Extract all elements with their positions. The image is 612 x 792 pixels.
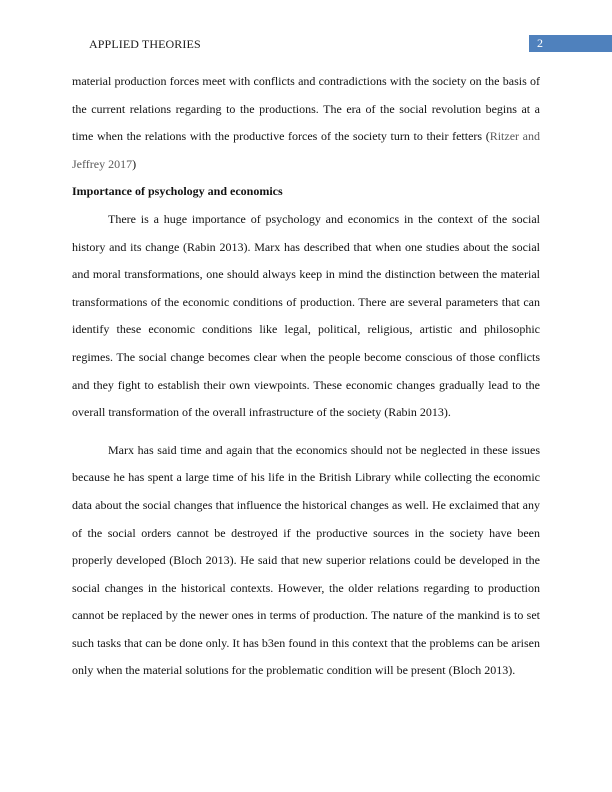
page-number: 2 bbox=[537, 36, 543, 50]
page-number-box bbox=[529, 35, 612, 52]
continuation-end: ) bbox=[132, 156, 137, 171]
page-header bbox=[0, 33, 612, 53]
document-body bbox=[72, 68, 540, 685]
paragraph-1: There is a huge importance of psychology and economics in the context of the social history and its change (Rabin 2013). Marx has described that when one studies about the social and moral transformations, one should always keep in mind the distinction between the material transformations of the economic conditions of production. There are several parameters that can identify these economic conditions like legal, political, religious, artistic and philosophic regimes. The social change becomes clear when the people become conscious of those conflicts and they fight to establish their own viewpoints. These economic changes gradually lead to the overall transformation of the overall infrastructure of the society (Rabin 2013). bbox=[72, 211, 540, 420]
paragraph-2: Marx has said time and again that the economics should not be neglected in these issues because he has spent a large time of his life in the British Library while collecting the economic data about the social changes that influence the historical changes as well. He exclaimed that any of the social orders cannot be destroyed if the productive sources in the society have been properly developed (Bloch 2013). He said that new superior relations could be developed in the social changes in the historical contexts. However, the older relations regarding to production cannot be replaced by the newer ones in terms of production. The nature of the mankind is to set such tasks that can be done only. It has b3en found in this context that the problems can be arisen only when the material solutions for the problematic condition will be present (Bloch 2013). bbox=[72, 442, 540, 678]
continuation-text: material production forces meet with conflicts and contradictions with the society on the basis of the current relations regarding to the productions. The era of the social revolution begins at a time when the relations with the productive forces of the society turn to their fetters ( bbox=[72, 74, 540, 144]
section-heading: Importance of psychology and economics bbox=[72, 184, 283, 199]
running-head: APPLIED THEORIES bbox=[89, 37, 201, 51]
continuation-paragraph bbox=[72, 68, 540, 178]
continuation-citation: Ritzer and Jeffrey 2017 bbox=[72, 129, 540, 171]
